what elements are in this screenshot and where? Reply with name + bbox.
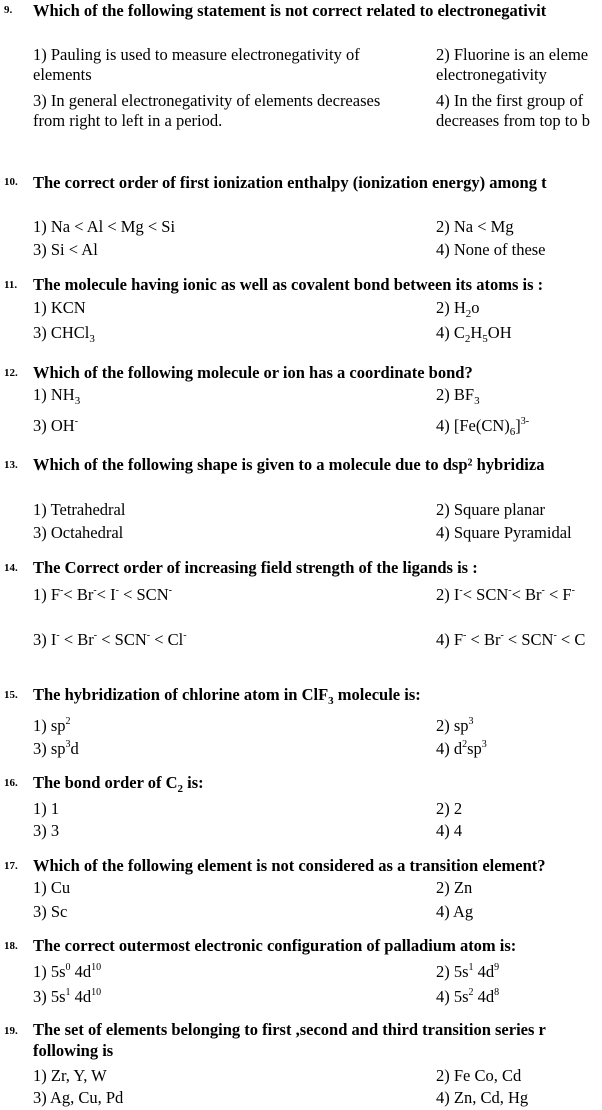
question-text: Which of the following molecule or ion has a coordinate bond? (33, 363, 473, 382)
option-2: 2) Square planar (436, 500, 546, 519)
option-3: 3) 3 (33, 821, 60, 840)
option-1: 1) KCN (33, 298, 86, 317)
question-number: 16. (4, 777, 18, 789)
option-3: 3) Ag, Cu, Pd (33, 1088, 124, 1107)
question-text-continued: following is (33, 1041, 114, 1060)
option-4: 4) None of these (436, 240, 546, 259)
question-text: The bond order of $C_2$ is: (33, 773, 204, 795)
option-4: 4) $[Fe(CN)_6]^{3-}$ (436, 416, 530, 438)
option-4: 4) 4 (436, 821, 463, 840)
question-number: 15. (4, 689, 18, 701)
option-4: 4) Zn, Cd, Hg (436, 1088, 529, 1107)
question-number: 18. (4, 940, 18, 952)
question-text: The correct outermost electronic configuration of palladium atom is: (33, 936, 517, 955)
option-4: 4) $C_2H_5OH$ (436, 323, 512, 345)
option-2: 2) 2 (436, 799, 463, 818)
question-text: Which of the following statement is not correct related to electronegativit (33, 1, 547, 20)
option-1: 1) Na < Al < Mg < Si (33, 217, 176, 236)
option-1: 1) 1 (33, 799, 60, 818)
question-number: 19. (4, 1025, 18, 1037)
option-2: 2) Fe Co, Cd (436, 1066, 522, 1085)
option-3: 3) CHCl$_3$ (33, 323, 95, 345)
option-2: 2) Na < Mg (436, 217, 514, 236)
option-3: 3) $sp^3d$ (33, 739, 79, 758)
question-text: The hybridization of chlorine atom in ClF$_3$ molecule is: (33, 685, 421, 707)
option-3: 3) I- < Br- < SCN- < Cl- (33, 630, 187, 649)
option-4: 4) Ag (436, 902, 474, 921)
option-2: 2) $H_2o$ (436, 298, 480, 320)
option-4: 4) $5s^2$ $4d^8$ (436, 987, 500, 1006)
option-1: 1) $5s^0$ $4d^{10}$ (33, 962, 102, 981)
option-4: 4) Square Pyramidal (436, 523, 572, 542)
question-text: The correct order of first ionization enthalpy (ionization energy) among t (33, 173, 547, 192)
question-number: 12. (4, 367, 18, 379)
option-4: 4) In the first group of decreases from top to b (436, 91, 590, 130)
question-text: Which of the following shape is given to a molecule due to dsp² hybridiza (33, 455, 545, 474)
option-1: 1) Tetrahedral (33, 500, 126, 519)
option-4: 4) $d^2sp^3$ (436, 739, 487, 758)
option-2: 2) I-< SCN-< Br- < F- (436, 585, 575, 604)
question-number: 10. (4, 176, 18, 188)
option-3: 3) OH- (33, 416, 79, 435)
question-text: Which of the following element is not considered as a transition element? (33, 856, 546, 875)
question-number: 11. (4, 279, 18, 291)
option-1: 1) F-< Br-< I- < SCN- (33, 585, 172, 604)
option-4: 4) F- < Br- < SCN- < C (436, 630, 586, 649)
option-3: 3) Sc (33, 902, 68, 921)
option-2: 2) Zn (436, 878, 473, 897)
option-3: 3) Octahedral (33, 523, 124, 542)
option-3: 3) Si < Al (33, 240, 98, 259)
option-2: 2) Fluorine is an eleme electronegativity (436, 45, 589, 84)
question-text: The molecule having ionic as well as covalent bond between its atoms is : (33, 275, 544, 294)
question-number: 14. (4, 562, 18, 574)
option-1: 1) $NH_3$ (33, 385, 81, 407)
question-number: 13. (4, 459, 18, 471)
option-2: 2) $5s^1$ $4d^9$ (436, 962, 500, 981)
option-1: 1) Zr, Y, W (33, 1066, 107, 1085)
question-text: The Correct order of increasing field strength of the ligands is : (33, 558, 478, 577)
question-text: The set of elements belonging to first ,second and third transition series r (33, 1020, 546, 1039)
option-2: 2) $BF_3$ (436, 385, 480, 407)
option-1: 1) Cu (33, 878, 71, 897)
option-1: 1) $sp^2$ (33, 716, 71, 735)
question-number: 17. (4, 860, 18, 872)
option-1: 1) Pauling is used to measure electronegativity of elements (33, 45, 360, 84)
question-number: 9. (4, 4, 13, 16)
option-3: 3) In general electronegativity of elements decreases from right to left in a period. (33, 91, 381, 130)
option-3: 3) $5s^1$ $4d^{10}$ (33, 987, 102, 1006)
option-2: 2) $sp^3$ (436, 716, 474, 735)
